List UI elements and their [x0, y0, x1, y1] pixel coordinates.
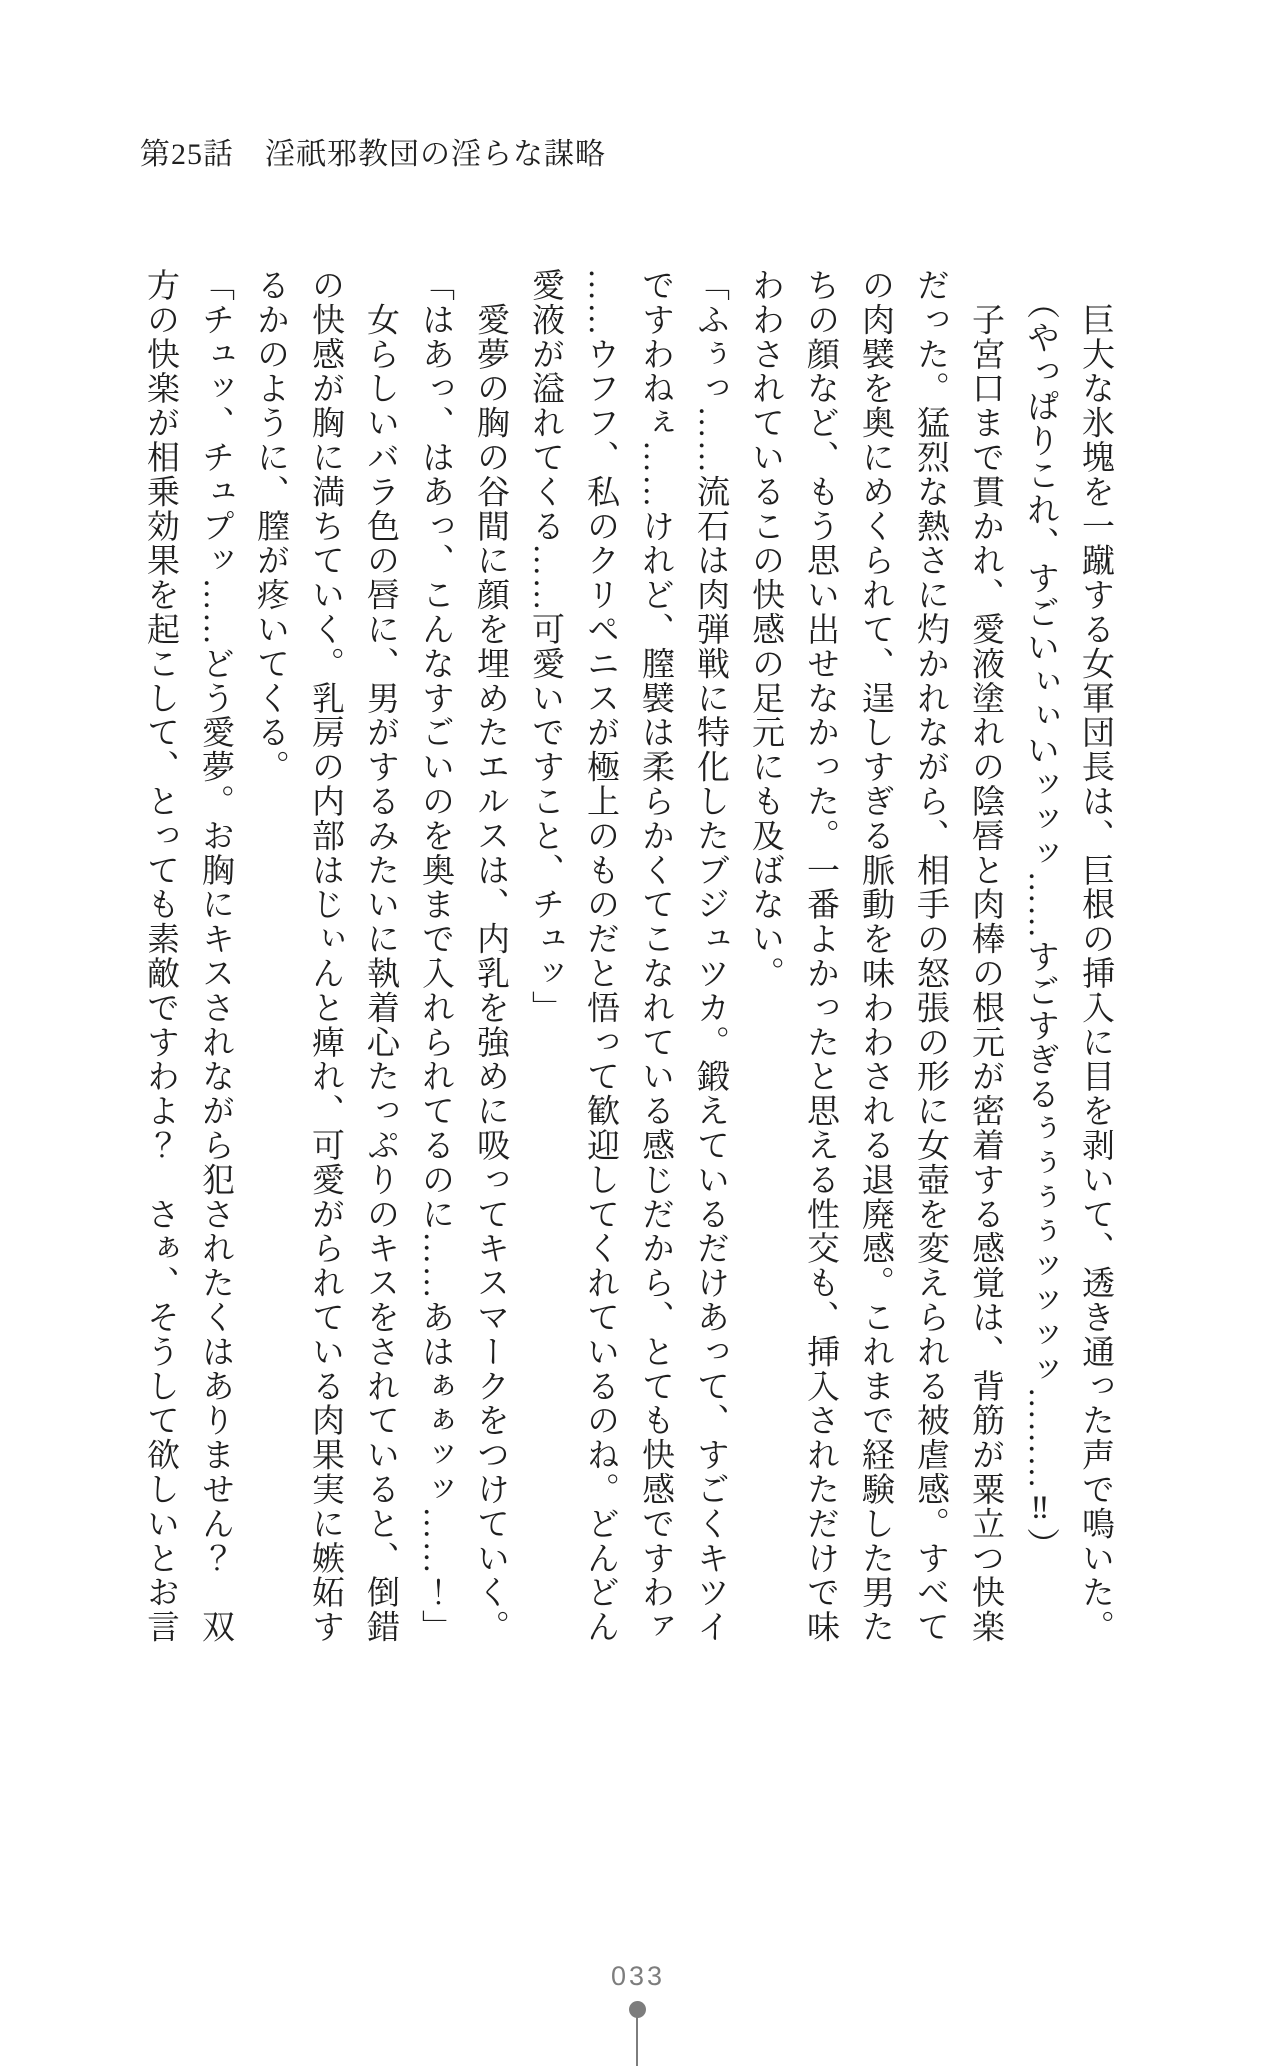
text-column: 女らしいバラ色の唇に、男がするみたいに執着心たっぷりのキスをされていると、倒錯 — [362, 268, 398, 1644]
text-column: の肉襞を奥にめくられて、逞しすぎる脈動を味わわされる退廃感。これまで経験した男た — [857, 268, 893, 1644]
text-column: るかのように、膣が疼いてくる。 — [252, 268, 288, 784]
text-column: （やっぱりこれ、すごいぃぃいッッッ……すごすぎるぅぅぅぅッッッッ………‼） — [1022, 268, 1058, 1562]
text-column: 「チュッ、チュプッ……どう愛夢。お胸にキスされながら犯されたくはありません？ 双 — [197, 268, 233, 1644]
text-column: ちの顔など、もう思い出せなかった。一番よかったと思える性交も、挿入されただけで味 — [802, 268, 838, 1644]
text-column: 愛液が溢れてくる……可愛いですこと、チュッ」 — [527, 268, 563, 1025]
text-column: ですわねぇ……けれど、膣襞は柔らかくてこなれている感じだから、とても快感ですわァ — [637, 268, 673, 1644]
text-column: だった。猛烈な熱さに灼かれながら、相手の怒張の形に女壺を変えられる被虐感。すべて — [912, 268, 948, 1644]
page-ornament-line — [636, 2014, 638, 2066]
text-column: 「ふぅっ……流石は肉弾戦に特化したブジュツカ。鍛えているだけあって、すごくキツイ — [692, 268, 728, 1644]
text-column: わわされているこの快感の足元にも及ばない。 — [747, 268, 783, 991]
text-column: ……ウフフ、私のクリペニスが極上のものだと悟って歓迎してくれているのね。どんどん — [582, 268, 618, 1644]
chapter-header: 第25話 淫祇邪教団の淫らな謀略 — [140, 138, 606, 171]
body-text-block — [132, 268, 1122, 1648]
text-column: 愛夢の胸の谷間に顔を埋めたエルスは、内乳を強めに吸ってキスマークをつけていく。 — [472, 268, 508, 1644]
text-column: 子宮口まで貫かれ、愛液塗れの陰唇と肉棒の根元が密着する感覚は、背筋が粟立つ快楽 — [967, 268, 1003, 1644]
text-column: 巨大な氷塊を一蹴する女軍団長は、巨根の挿入に目を剥いて、透き通った声で鳴いた。 — [1077, 268, 1113, 1644]
text-column: 方の快楽が相乗効果を起こして、とっても素敵ですわよ？ さぁ、そうして欲しいとお言 — [142, 268, 178, 1644]
page-number: 033 — [610, 1961, 666, 1991]
text-column: の快感が胸に満ちていく。乳房の内部はじぃんと痺れ、可愛がられている肉果実に嫉妬す — [307, 268, 343, 1644]
text-column: 「はあっ、はあっ、こんなすごいのを奥まで入れられてるのに……あはぁぁッッ……！」 — [417, 268, 453, 1644]
